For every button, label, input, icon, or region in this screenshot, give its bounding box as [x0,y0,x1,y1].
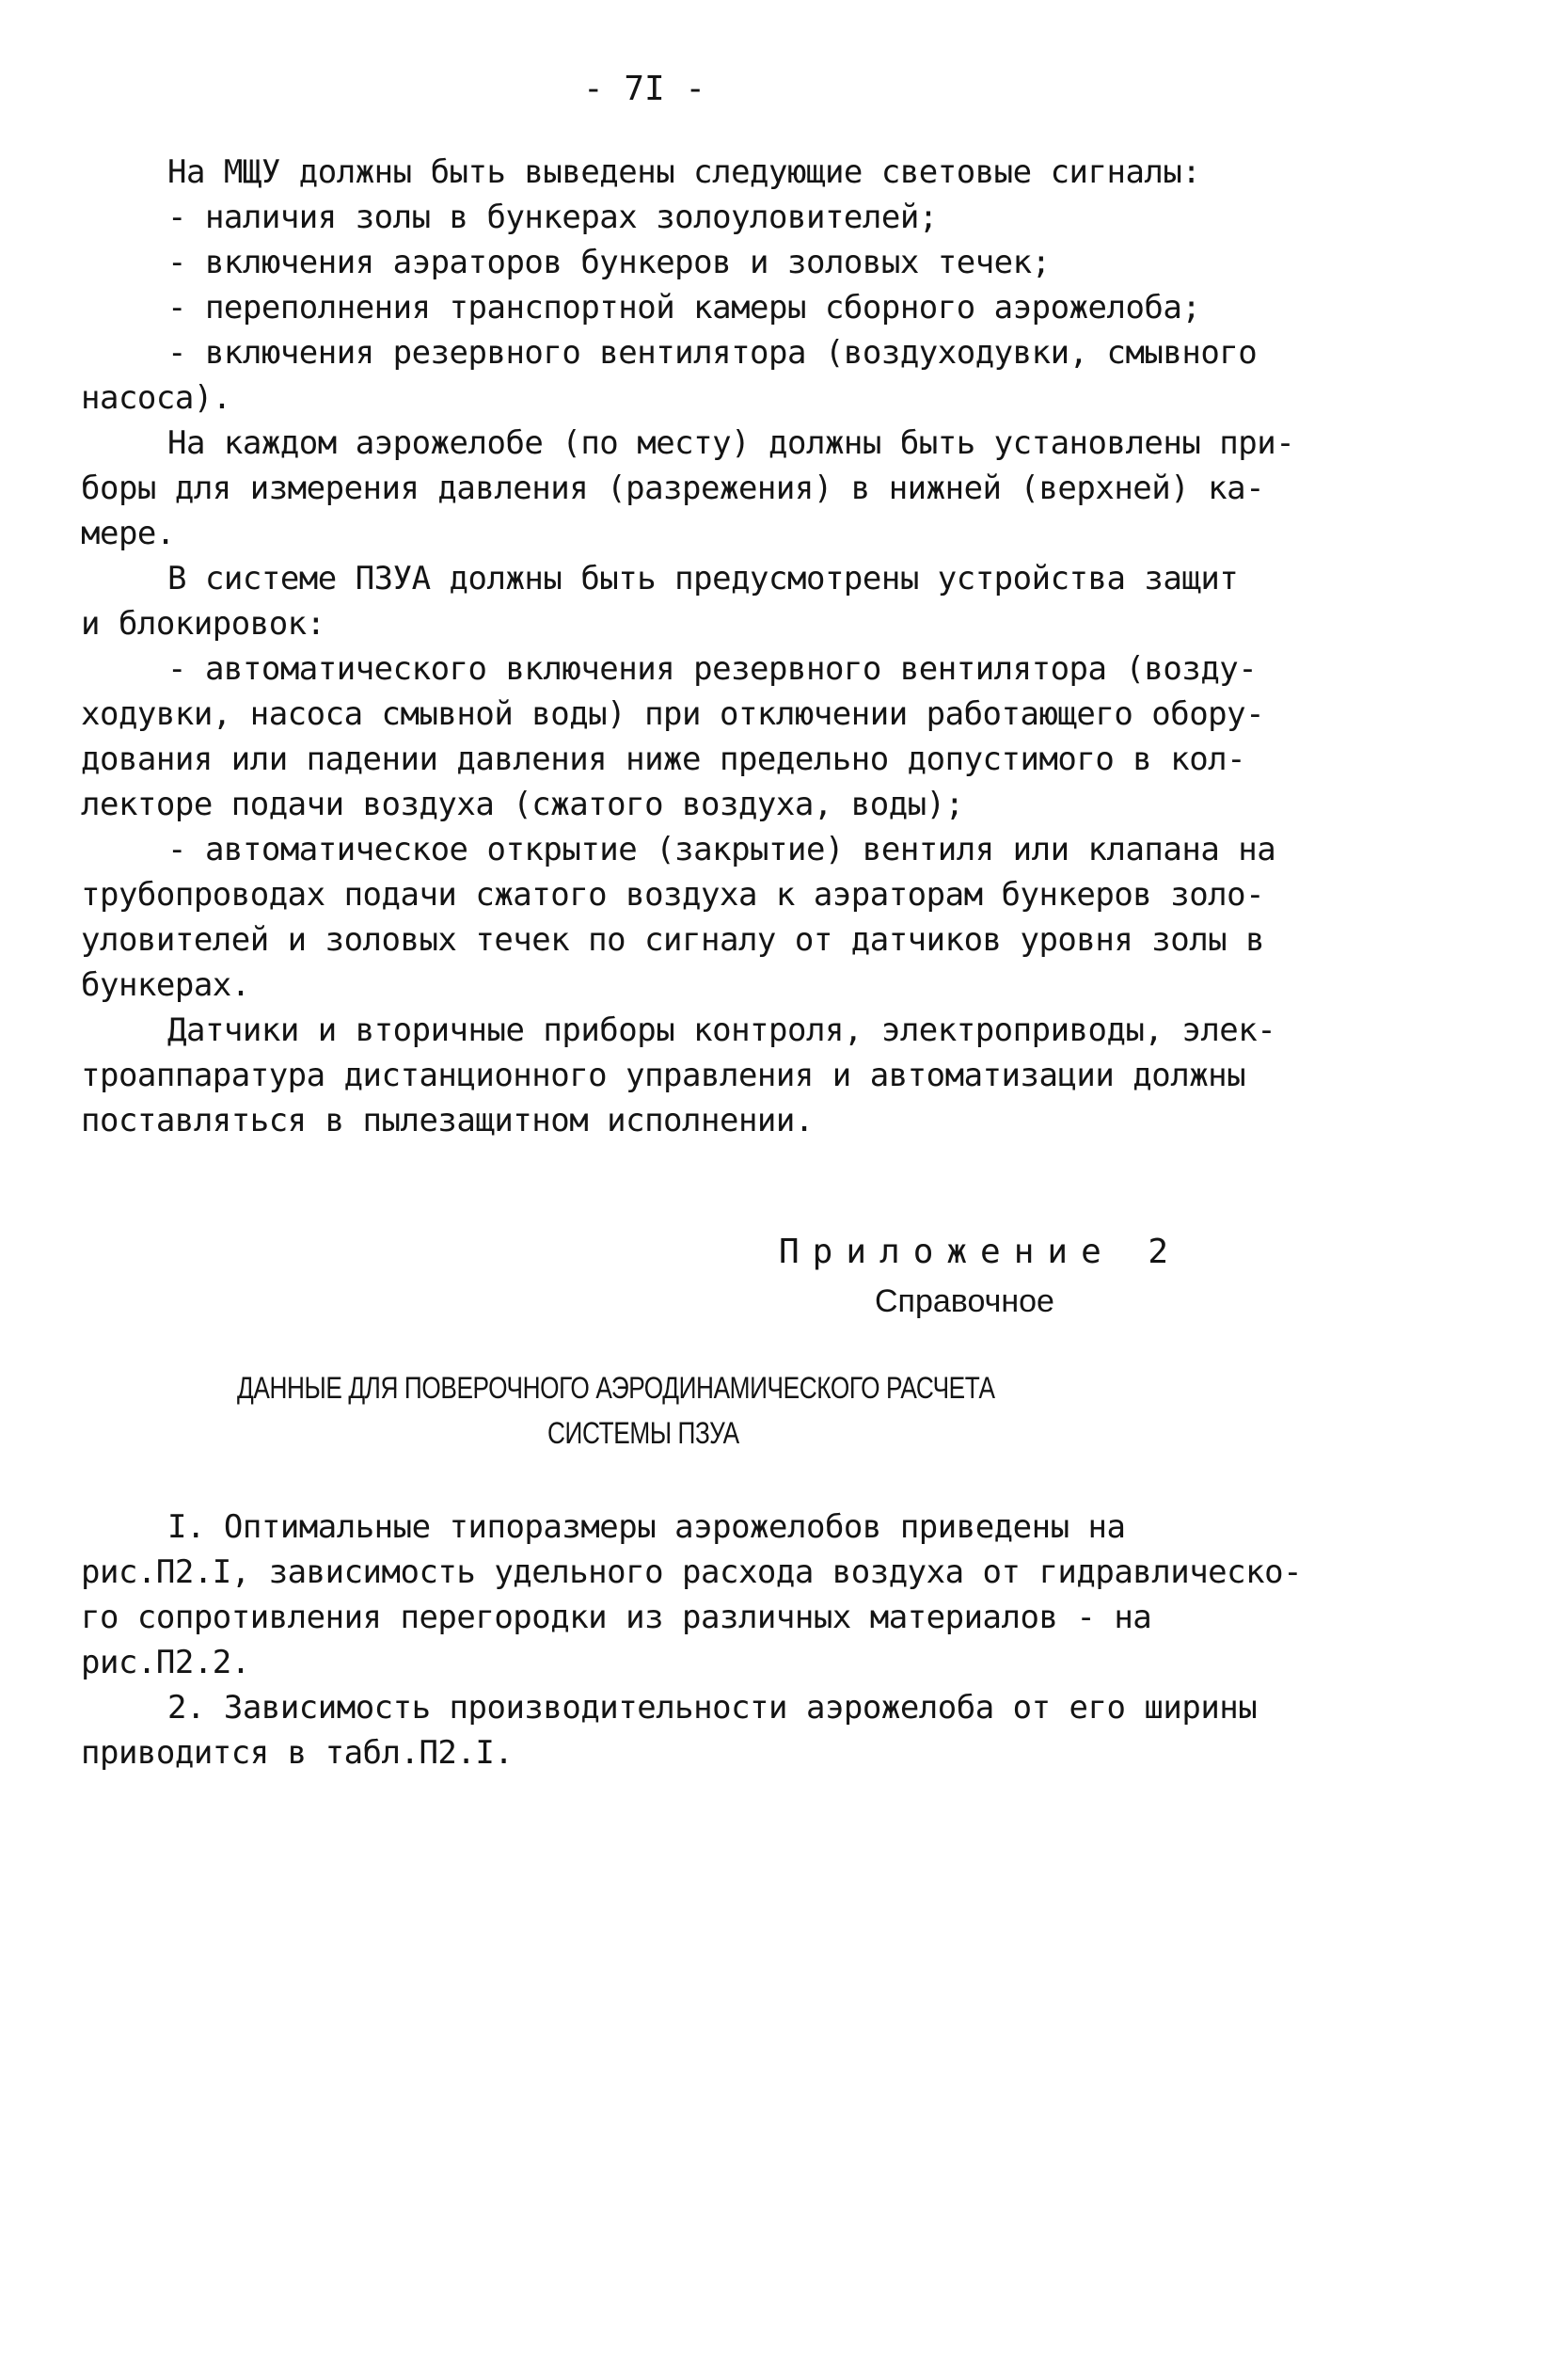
text-line: бункерах. [81,966,250,1004]
text-line: мере. [81,515,175,552]
text-line: боры для измерения давления (разрежения) в нижней (верхней) ка- [81,470,1265,507]
appendix-label: Приложение 2 [779,1233,1182,1271]
text-line: поставляться в пылезащитном исполнении. [81,1102,814,1139]
text-line: уловителей и золовых течек по сигналу от датчиков уровня золы в [81,921,1265,959]
text-line: В системе ПЗУА должны быть предусмотрены устройства защит [167,560,1239,597]
text-line: и блокировок: [81,605,325,643]
appendix-subtitle: Справочное [875,1283,1054,1319]
text-line: На каждом аэрожелобе (по месту) должны быть установлены при- [167,424,1295,462]
text-line: лекторе подачи воздуха (сжатого воздуха, воды); [81,786,964,823]
text-line: троаппаратура дистанционного управления и автоматизации должны [81,1057,1246,1094]
text-line: - наличия золы в бункерах золоуловителей; [167,199,938,236]
text-line: - автоматического включения резервного вентилятора (возду- [167,650,1258,688]
text-line: насоса). [81,379,231,417]
appendix-heading-line-2: СИСТЕМЫ ПЗУА [547,1416,739,1450]
text-line: дования или падении давления ниже предельно допустимого в кол- [81,740,1246,778]
text-line: ходувки, насоса смывной воды) при отключении работающего обору- [81,695,1265,733]
text-line: - переполнения транспортной камеры сборного аэрожелоба; [167,289,1201,326]
text-line: трубопроводах подачи сжатого воздуха к аэраторам бункеров золо- [81,876,1265,914]
text-line: На МЩУ должны быть выведены следующие световые сигналы: [167,153,1201,191]
text-line: - автоматическое открытие (закрытие) вентиля или клапана на [167,831,1276,868]
text-line: I. Оптимальные типоразмеры аэрожелобов приведены на [167,1508,1126,1546]
page-number: - 7I - [583,70,706,108]
text-line: приводится в табл.П2.I. [81,1734,514,1772]
appendix-heading-line-1: ДАННЫЕ ДЛЯ ПОВЕРОЧНОГО АЭРОДИНАМИЧЕСКОГО РАСЧЕТА [237,1371,995,1405]
text-line: го сопротивления перегородки из различных материалов - на [81,1599,1152,1636]
text-line: Датчики и вторичные приборы контроля, электроприводы, элек- [167,1011,1276,1049]
text-line: рис.П2.I, зависимость удельного расхода воздуха от гидравлическо- [81,1553,1303,1591]
text-line: - включения аэраторов бункеров и золовых течек; [167,244,1051,281]
text-line: - включения резервного вентилятора (воздуходувки, смывного [167,334,1258,372]
text-line: рис.П2.2. [81,1644,250,1681]
text-line: 2. Зависимость производительности аэрожелоба от его ширины [167,1689,1258,1727]
